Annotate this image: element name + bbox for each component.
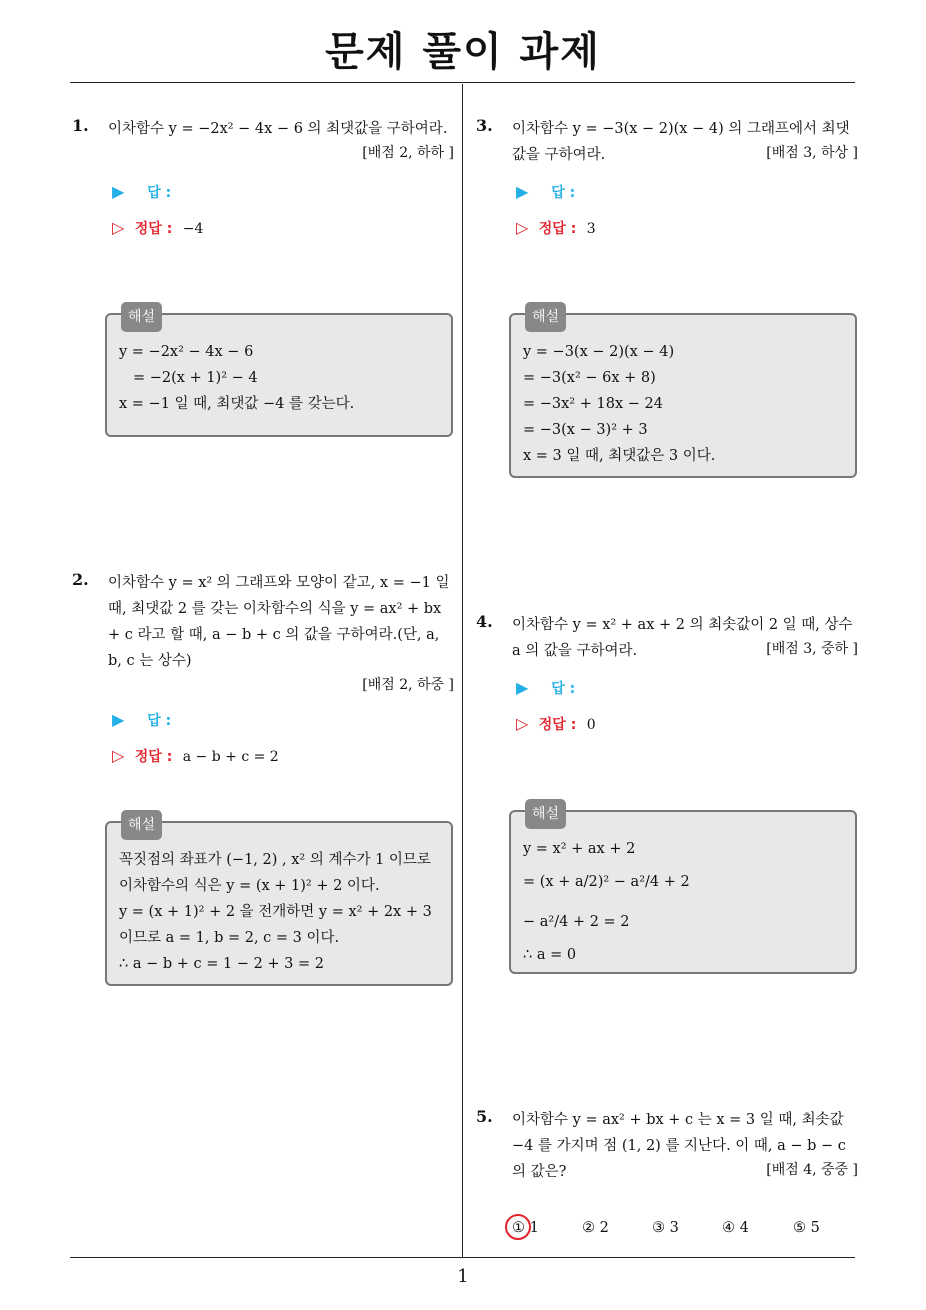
solution-line: y = x² + ax + 2 [523, 841, 636, 857]
problem-number: 2. [72, 570, 89, 589]
solution-line: 꼭짓점의 좌표가 (−1, 2) , x² 의 계수가 1 이므로 [119, 852, 431, 868]
problem-3 [476, 116, 858, 238]
correct-label: 정답 : [134, 221, 173, 237]
solution-line: y = −2x² − 4x − 6 [119, 344, 254, 360]
problem-text: 이차함수 y = −3(x − 2)(x − 4) 의 그래프에서 최댓값을 구하여라. [512, 121, 850, 163]
answer-label: 답 : [551, 185, 576, 201]
correct-value: 0 [586, 717, 596, 733]
play-triangle-icon: ▶ [112, 710, 125, 729]
correct-label: 정답 : [538, 717, 577, 733]
problem-score: [배점 2, 하중 ] [362, 677, 454, 693]
choice-5[interactable]: ⑤ 5 [793, 1220, 820, 1236]
answer-line [112, 182, 454, 202]
play-triangle-icon: ▶ [516, 182, 529, 201]
outline-triangle-icon: ▷ [112, 746, 125, 765]
choice-2[interactable]: ② 2 [582, 1220, 609, 1236]
problem-number: 5. [476, 1107, 493, 1126]
solution-line: 이므로 a = 1, b = 2, c = 3 이다. [119, 930, 340, 946]
problem-score: [배점 4, 중중 ] [766, 1162, 858, 1178]
problem-text: 이차함수 y = x² + ax + 2 의 최솟값이 2 일 때, 상수 a 의 값을 구하여라. [512, 617, 853, 659]
selected-choice-circle [505, 1214, 531, 1240]
outline-triangle-icon: ▷ [112, 218, 125, 237]
solution-line: = −3(x² − 6x + 8) [523, 370, 656, 386]
play-triangle-icon: ▶ [112, 182, 125, 201]
solution-line: = −2(x + 1)² − 4 [133, 370, 258, 386]
page-number: 1 [457, 1266, 469, 1287]
solution-line: − a²/4 + 2 = 2 [523, 914, 630, 930]
bottom-rule [70, 1257, 855, 1258]
correct-label: 정답 : [538, 221, 577, 237]
problem-number: 1. [72, 116, 89, 135]
outline-triangle-icon: ▷ [516, 218, 529, 237]
problem-score: [배점 3, 하상 ] [766, 145, 858, 161]
problem-1 [72, 116, 454, 238]
solution-line: y = −3(x − 2)(x − 4) [523, 344, 675, 360]
top-rule [70, 82, 855, 83]
choice-1[interactable]: ① 1 [512, 1220, 539, 1236]
solution-line: ∴ a − b + c = 1 − 2 + 3 = 2 [119, 956, 324, 972]
column-divider [462, 84, 463, 1257]
solution-tab: 해설 [121, 810, 162, 840]
problem-number: 4. [476, 612, 493, 631]
answer-line [516, 182, 858, 202]
problem-text: 이차함수 y = −2x² − 4x − 6 의 최댓값을 구하여라. [108, 121, 448, 137]
correct-label: 정답 : [134, 749, 173, 765]
solution-box-3 [509, 309, 857, 478]
solution-line: 이차함수의 식은 y = (x + 1)² + 2 이다. [119, 878, 380, 894]
answer-label: 답 : [147, 713, 172, 729]
correct-answer-line [112, 218, 454, 238]
problem-2 [72, 570, 454, 766]
solution-line: = −3x² + 18x − 24 [523, 396, 663, 412]
play-triangle-icon: ▶ [516, 678, 529, 697]
solution-line: = (x + a/2)² − a²/4 + 2 [523, 874, 690, 890]
answer-label: 답 : [147, 185, 172, 201]
problem-number: 3. [476, 116, 493, 135]
answer-line [516, 678, 858, 698]
solution-line: x = −1 일 때, 최댓값 −4 를 갖는다. [119, 396, 355, 412]
solution-box-2 [105, 817, 453, 986]
correct-answer-line [516, 218, 858, 238]
solution-line: ∴ a = 0 [523, 947, 577, 963]
correct-answer-line [516, 714, 858, 734]
solution-tab: 해설 [525, 302, 566, 332]
solution-tab: 해설 [525, 799, 566, 829]
correct-answer-line [112, 746, 454, 766]
answer-line [112, 710, 454, 730]
problem-4 [476, 612, 858, 734]
correct-value: a − b + c = 2 [182, 749, 279, 765]
outline-triangle-icon: ▷ [516, 714, 529, 733]
solution-line: = −3(x − 3)² + 3 [523, 422, 648, 438]
problem-text: 이차함수 y = ax² + bx + c 는 x = 3 일 때, 최솟값 −4 를 가지며 점 (1, 2) 를 지난다. 이 때, a − b − c 의 값은? [512, 1112, 846, 1180]
problem-text: 이차함수 y = x² 의 그래프와 모양이 같고, x = −1 일 때, 최댓값 2 를 갖는 이차함수의 식을 y = ax² + bx + c 라고 할 때, a − b + c 의 값을 구하여라.(단, a, b, c 는 상수) [108, 575, 450, 669]
problem-5 [476, 1107, 858, 1179]
choice-4[interactable]: ④ 4 [722, 1220, 749, 1236]
choice-3[interactable]: ③ 3 [652, 1220, 679, 1236]
problem-score: [배점 3, 중하 ] [766, 641, 858, 657]
problem-score: [배점 2, 하하 ] [362, 145, 454, 161]
page-title: 문제 풀이 과제 [325, 29, 601, 75]
solution-line: x = 3 일 때, 최댓값은 3 이다. [523, 448, 716, 464]
solution-tab: 해설 [121, 302, 162, 332]
answer-label: 답 : [551, 681, 576, 697]
solution-box-4 [509, 806, 857, 974]
solution-box-1 [105, 309, 453, 437]
correct-value: 3 [586, 221, 596, 237]
correct-value: −4 [182, 221, 204, 237]
solution-line: y = (x + 1)² + 2 을 전개하면 y = x² + 2x + 3 [119, 904, 432, 920]
